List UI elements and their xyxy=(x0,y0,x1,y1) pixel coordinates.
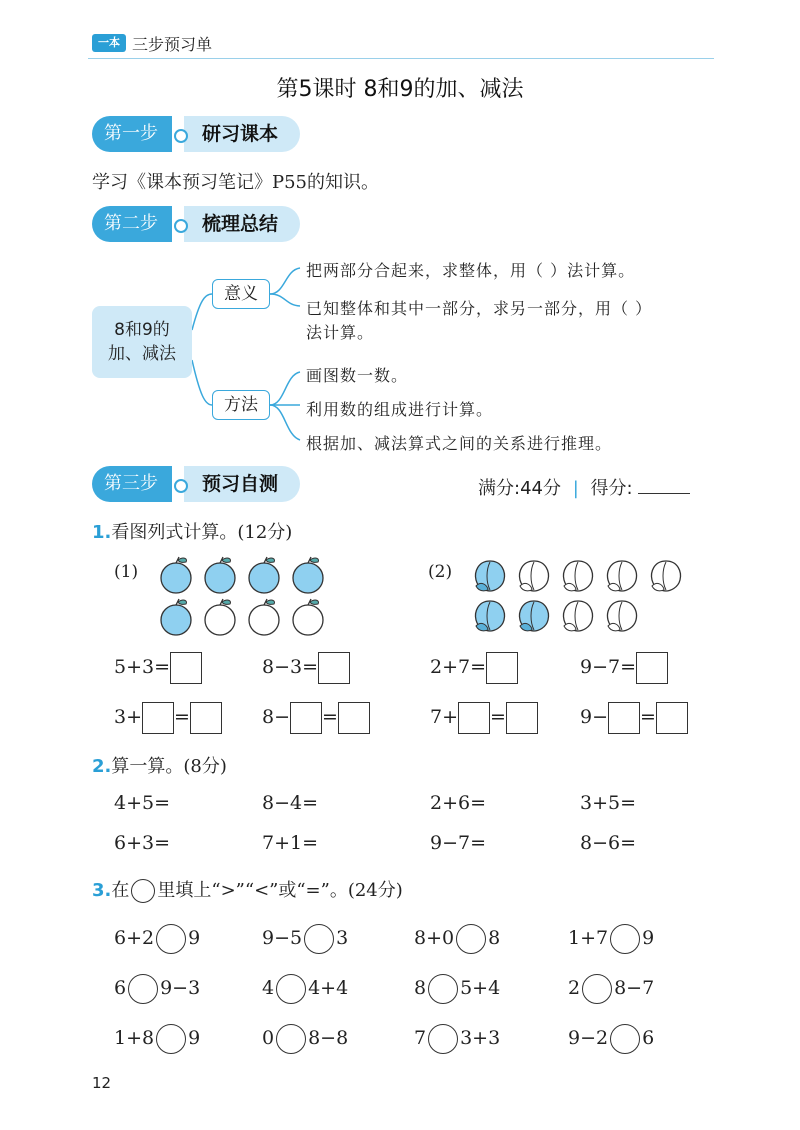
q3-title-a: 在 xyxy=(111,880,130,901)
step3-name: 预习自测 xyxy=(184,466,300,502)
circle-symbol xyxy=(131,879,155,903)
q3-r3-c2 xyxy=(262,1024,348,1054)
q1-number: 1. xyxy=(92,522,112,543)
q3-title xyxy=(92,876,403,903)
q3-right: 6 xyxy=(642,1027,655,1049)
compare-circle[interactable] xyxy=(428,1024,458,1054)
compare-circle[interactable] xyxy=(276,974,306,1004)
compare-circle[interactable] xyxy=(276,1024,306,1054)
answer-box[interactable] xyxy=(142,702,174,734)
step1-text: 学习《课本预习笔记》P55的知识。 xyxy=(92,172,380,193)
apples-picture xyxy=(150,552,340,642)
answer-box[interactable] xyxy=(170,652,202,684)
q3-r1-c4 xyxy=(568,924,654,954)
q1-sub2-label: (2) xyxy=(428,562,453,582)
q3-r1-c3 xyxy=(414,924,500,954)
q1-r1-c4-expr: 9−7= xyxy=(580,656,637,678)
peach-icon xyxy=(608,601,637,631)
q3-right: 5+4 xyxy=(460,977,501,999)
compare-circle[interactable] xyxy=(128,974,158,1004)
q1-r2-c2-eq: = xyxy=(322,706,338,728)
q1-r1-c4 xyxy=(580,652,668,684)
mindmap-node-method: 方法 xyxy=(212,390,270,420)
apple-icon xyxy=(161,557,191,593)
q2-number: 2. xyxy=(92,756,112,777)
apple-icon xyxy=(293,557,323,593)
peaches-picture xyxy=(462,552,702,642)
q1-sub1-label: (1) xyxy=(114,562,139,582)
q3-number: 3. xyxy=(92,880,112,901)
meaning-item-2-cont: 法计算。 xyxy=(306,323,375,342)
q3-r2-c3 xyxy=(414,974,500,1004)
compare-circle[interactable] xyxy=(156,1024,186,1054)
peach-icon xyxy=(608,561,637,591)
meaning-item-1: 把两部分合起来，求整体，用（ ）法计算。 xyxy=(306,261,636,280)
apple-icon xyxy=(249,557,279,593)
q3-left: 9−2 xyxy=(568,1027,609,1049)
q1-r2-c1 xyxy=(114,702,222,734)
q1-r2-c2 xyxy=(262,702,370,734)
lesson-title: 第5课时 8和9的加、减法 xyxy=(276,77,524,102)
method-item-3: 根据加、减法算式之间的关系进行推理。 xyxy=(306,434,613,453)
step2-name: 梳理总结 xyxy=(184,206,300,242)
full-score: 满分:44分 xyxy=(478,478,561,499)
peach-icon xyxy=(652,561,681,591)
q2-r1-c3: 2+6= xyxy=(430,792,487,814)
q3-left: 2 xyxy=(568,977,581,999)
q3-r3-c4 xyxy=(568,1024,654,1054)
mindmap-root-line1: 8和9的 xyxy=(114,320,170,340)
q1-r1-c2-expr: 8−3= xyxy=(262,656,319,678)
q3-right: 8−8 xyxy=(308,1027,349,1049)
compare-circle[interactable] xyxy=(304,924,334,954)
step3-dot xyxy=(174,479,188,493)
q3-right: 9 xyxy=(188,1027,201,1049)
q3-left: 1+8 xyxy=(114,1027,155,1049)
step3-banner xyxy=(92,466,312,502)
peach-icon xyxy=(476,601,505,631)
q1-r1-c3 xyxy=(430,652,518,684)
answer-box[interactable] xyxy=(338,702,370,734)
peach-icon xyxy=(564,601,593,631)
mindmap-node-meaning: 意义 xyxy=(212,279,270,309)
q1-r2-c1-eq: = xyxy=(174,706,190,728)
score-blank[interactable] xyxy=(638,477,690,494)
q2-title-text: 算一算。(8分) xyxy=(111,756,227,777)
apple-icon xyxy=(205,599,235,635)
q1-r2-c1-op: 3+ xyxy=(114,706,143,728)
header-title: 三步预习单 xyxy=(132,35,213,54)
q1-r2-c3 xyxy=(430,702,538,734)
q3-right: 4+4 xyxy=(308,977,349,999)
q3-r1-c1 xyxy=(114,924,200,954)
q1-r2-c2-op: 8− xyxy=(262,706,291,728)
q2-r2-c3: 9−7= xyxy=(430,832,487,854)
apple-icon xyxy=(293,599,323,635)
q1-r2-c3-eq: = xyxy=(490,706,506,728)
apple-icon xyxy=(161,599,191,635)
answer-box[interactable] xyxy=(656,702,688,734)
q1-r2-c4 xyxy=(580,702,688,734)
q2-r1-c1: 4+5= xyxy=(114,792,171,814)
peach-icon xyxy=(520,601,549,631)
answer-box[interactable] xyxy=(486,652,518,684)
q3-left: 7 xyxy=(414,1027,427,1049)
compare-circle[interactable] xyxy=(456,924,486,954)
compare-circle[interactable] xyxy=(610,1024,640,1054)
q1-r1-c1-expr: 5+3= xyxy=(114,656,171,678)
step3-label: 第三步 xyxy=(92,466,172,502)
q3-r1-c2 xyxy=(262,924,348,954)
q3-left: 6 xyxy=(114,977,127,999)
compare-circle[interactable] xyxy=(428,974,458,1004)
q3-right: 8 xyxy=(488,927,501,949)
method-item-2: 利用数的组成进行计算。 xyxy=(306,400,494,419)
q2-r2-c1: 6+3= xyxy=(114,832,171,854)
step1-name: 研习课本 xyxy=(184,116,300,152)
q3-left: 4 xyxy=(262,977,275,999)
q1-r2-c4-op: 9− xyxy=(580,706,609,728)
q3-title-b: 里填上“>”“<”或“=”。(24分) xyxy=(157,880,403,901)
q3-r3-c3 xyxy=(414,1024,500,1054)
peach-icon xyxy=(564,561,593,591)
q3-right: 3 xyxy=(336,927,349,949)
q1-r1-c3-expr: 2+7= xyxy=(430,656,487,678)
q3-right: 9 xyxy=(642,927,655,949)
q3-left: 8+0 xyxy=(414,927,455,949)
answer-box[interactable] xyxy=(506,702,538,734)
q2-r2-c2: 7+1= xyxy=(262,832,319,854)
compare-circle[interactable] xyxy=(610,924,640,954)
q2-r2-c4: 8−6= xyxy=(580,832,637,854)
score-label: 得分: xyxy=(590,478,633,499)
q2-r1-c4: 3+5= xyxy=(580,792,637,814)
mindmap-root xyxy=(92,306,192,378)
answer-box[interactable] xyxy=(608,702,640,734)
q3-r2-c2 xyxy=(262,974,348,1004)
q1-r2-c4-eq: = xyxy=(640,706,656,728)
meaning-item-2: 已知整体和其中一部分，求另一部分，用（ ） xyxy=(306,299,653,318)
apple-icon xyxy=(249,599,279,635)
q3-left: 9−5 xyxy=(262,927,303,949)
q1-r2-c3-op: 7+ xyxy=(430,706,459,728)
q1-title xyxy=(92,518,292,544)
q1-r1-c2 xyxy=(262,652,350,684)
peach-icon xyxy=(476,561,505,591)
answer-box[interactable] xyxy=(458,702,490,734)
q1-title-text: 看图列式计算。(12分) xyxy=(111,522,293,543)
score-divider: | xyxy=(572,478,579,499)
apple-icon xyxy=(205,557,235,593)
q3-r2-c1 xyxy=(114,974,200,1004)
answer-box[interactable] xyxy=(190,702,222,734)
method-item-1: 画图数一数。 xyxy=(306,366,409,385)
q3-left: 8 xyxy=(414,977,427,999)
brand-tag: 一本 xyxy=(92,34,126,52)
q3-right: 9 xyxy=(188,927,201,949)
q3-r2-c4 xyxy=(568,974,654,1004)
q3-left: 0 xyxy=(262,1027,275,1049)
step1-label: 第一步 xyxy=(92,116,172,152)
page-number: 12 xyxy=(92,1074,112,1092)
answer-box[interactable] xyxy=(290,702,322,734)
step2-label: 第二步 xyxy=(92,206,172,242)
q2-r1-c2: 8−4= xyxy=(262,792,319,814)
score-area xyxy=(478,474,690,500)
q1-r1-c1 xyxy=(114,652,202,684)
q3-r3-c1 xyxy=(114,1024,200,1054)
compare-circle[interactable] xyxy=(156,924,186,954)
q3-right: 3+3 xyxy=(460,1027,501,1049)
mindmap-root-line2: 加、减法 xyxy=(108,344,176,364)
q3-right: 9−3 xyxy=(160,977,201,999)
peach-icon xyxy=(520,561,549,591)
q3-right: 8−7 xyxy=(614,977,655,999)
answer-box[interactable] xyxy=(318,652,350,684)
compare-circle[interactable] xyxy=(582,974,612,1004)
q2-title xyxy=(92,752,227,778)
q3-left: 6+2 xyxy=(114,927,155,949)
q3-left: 1+7 xyxy=(568,927,609,949)
answer-box[interactable] xyxy=(636,652,668,684)
